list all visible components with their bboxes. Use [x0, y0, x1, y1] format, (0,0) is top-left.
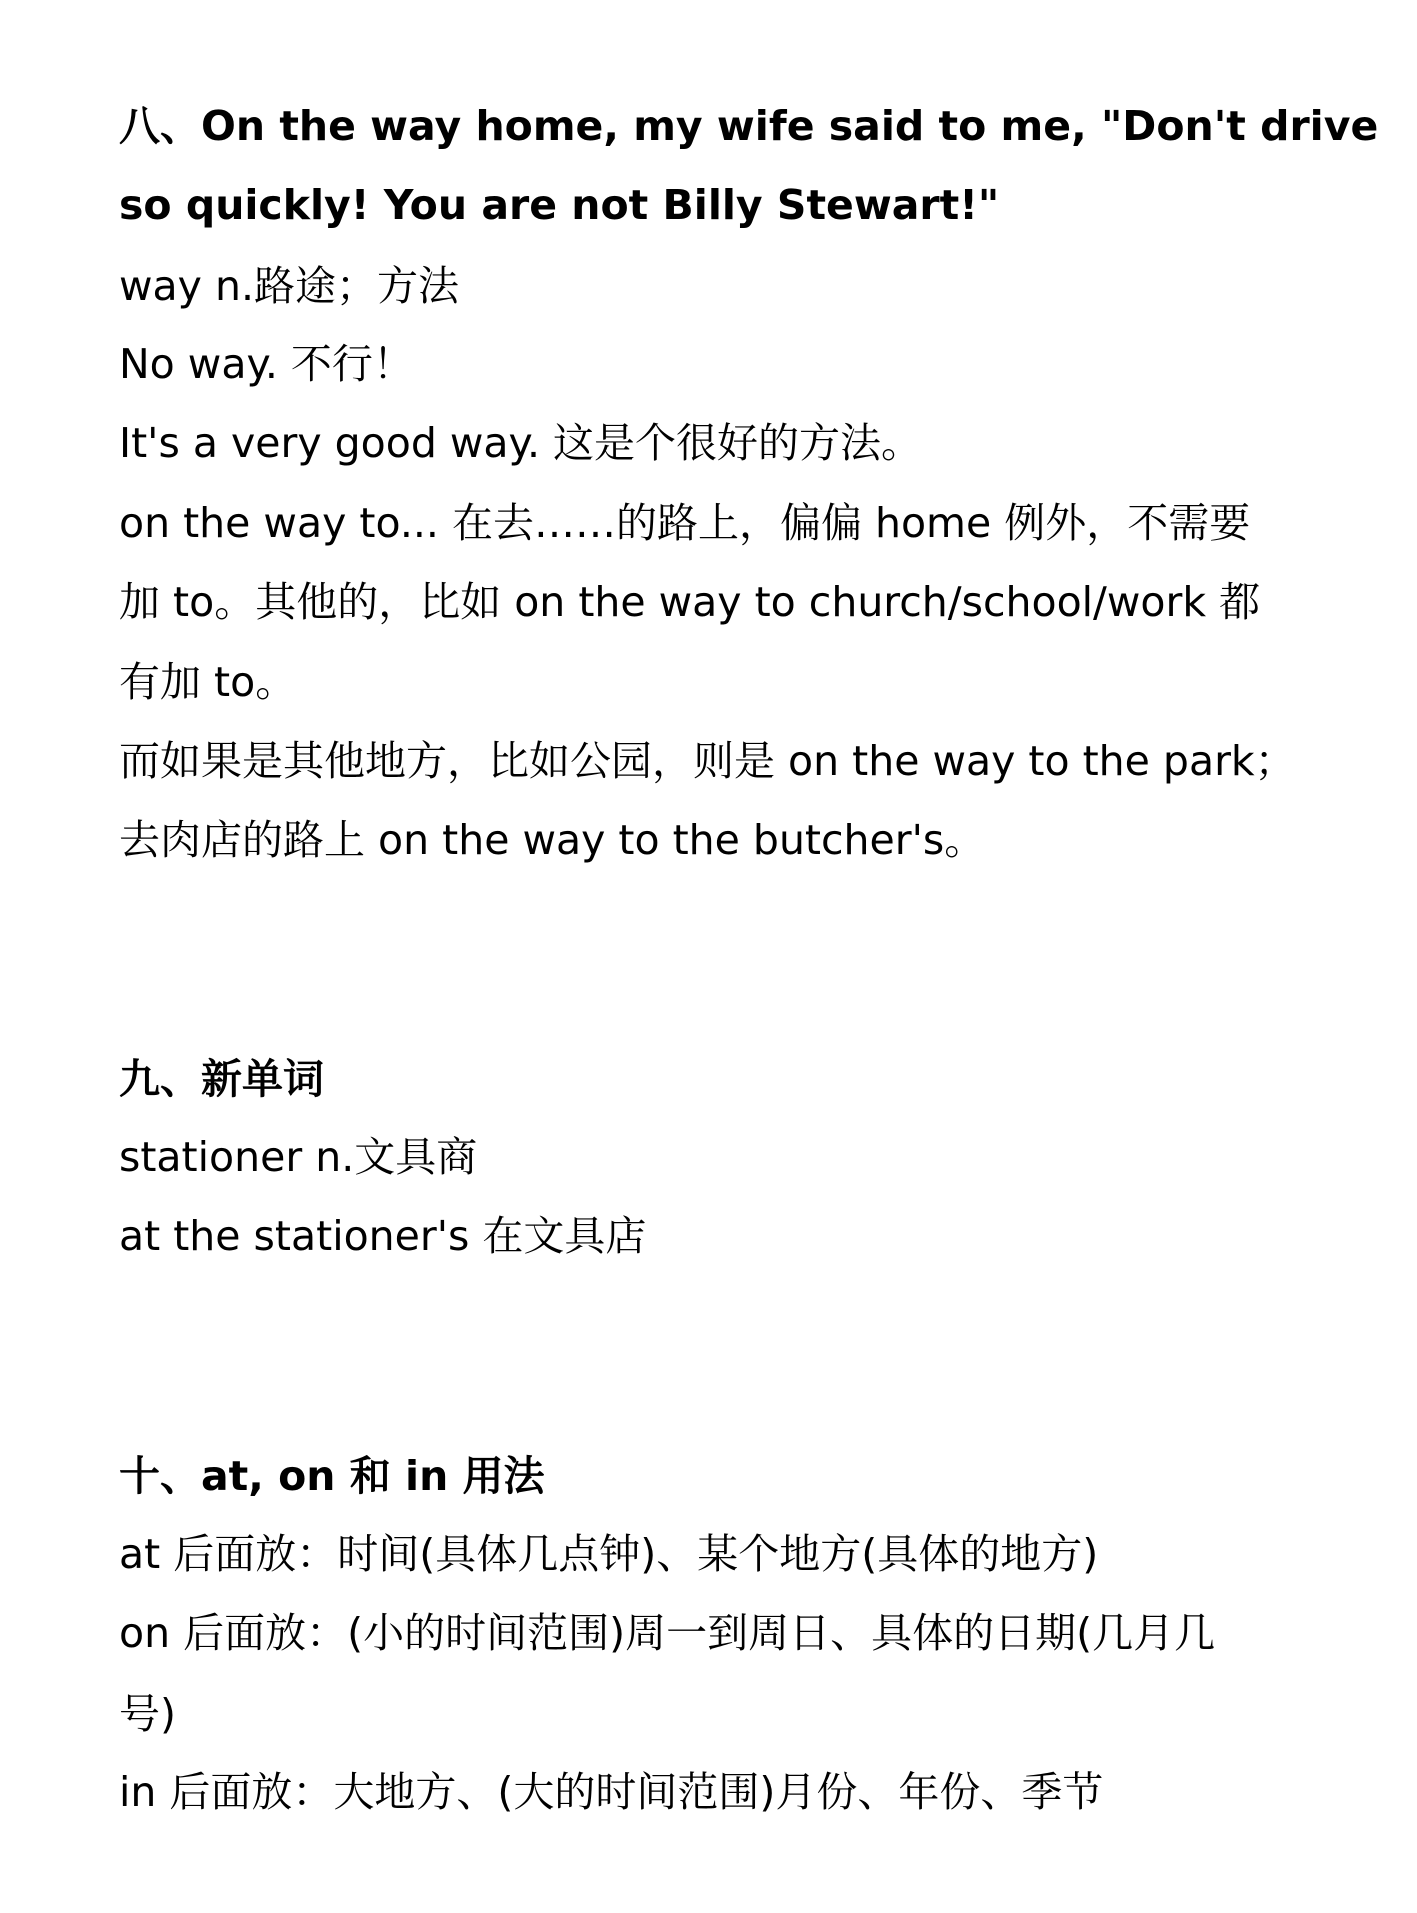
body-line: stationer n.文具商: [119, 1133, 478, 1181]
body-line: 号): [119, 1690, 176, 1738]
section-heading: 九、新单词: [119, 1055, 324, 1103]
body-line: 加 to。其他的，比如 on the way to church/school/work 都: [119, 578, 1261, 626]
body-line: in 后面放：大地方、(大的时间范围)月份、年份、季节: [119, 1768, 1104, 1816]
body-line: No way. 不行！: [119, 340, 414, 388]
body-line: 有加 to。: [119, 658, 297, 706]
body-line: way n.路途；方法: [119, 262, 459, 310]
body-line: on the way to... 在去……的路上，偏偏 home 例外，不需要: [119, 499, 1251, 547]
body-line: at 后面放：时间(具体几点钟)、某个地方(具体的地方): [119, 1530, 1099, 1578]
body-line: 去肉店的路上 on the way to the butcher's。: [119, 816, 986, 864]
section-heading: 十、at, on 和 in 用法: [119, 1452, 545, 1500]
body-line: on 后面放：(小的时间范围)周一到周日、具体的日期(几月几: [119, 1609, 1216, 1657]
section-heading: 八、On the way home, my wife said to me, "Don't drive: [119, 102, 1379, 150]
body-line: 而如果是其他地方，比如公园，则是 on the way to the park；: [119, 737, 1296, 785]
section-heading: so quickly! You are not Billy Stewart!": [119, 181, 1000, 229]
body-line: at the stationer's 在文具店: [119, 1212, 647, 1260]
body-line: It's a very good way. 这是个很好的方法。: [119, 419, 923, 467]
